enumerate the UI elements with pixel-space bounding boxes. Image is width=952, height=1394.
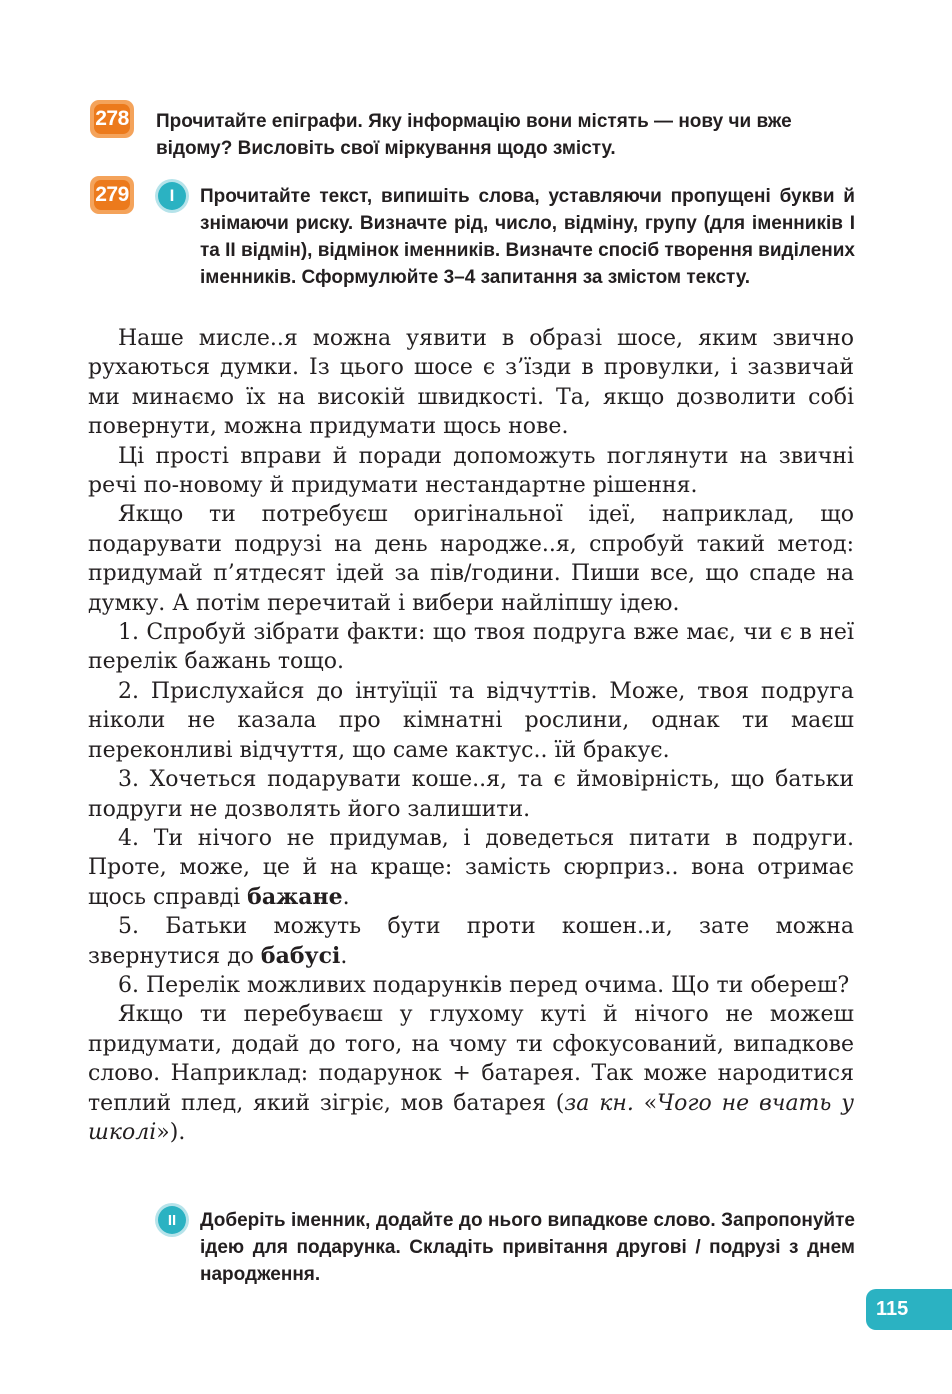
paragraph-text: .	[342, 884, 350, 910]
paragraph-text: .	[340, 943, 348, 969]
task-number: 279	[94, 180, 130, 210]
highlighted-noun-bazhane: бажане	[247, 883, 343, 910]
paragraph-text: Якщо ти перебуваєш у глухому куті й нічого не можеш придумати, додай до того, на чому ти сфокусований, випадкове слово. Наприклад: подарунок + батарея. Так може народитися теплий плед, який зігріє, мов батарея (	[88, 1002, 854, 1116]
task-number: 278	[94, 104, 130, 134]
paragraph: Якщо ти потребуєш оригінальної ідеї, наприклад, що подарувати подрузі на день народже..я, спробуй такий метод: придумай п’ятдесят ідей за пів/години. Пиши все, що спаде на думку. А потім перечитай і вибери найліпшу ідею.	[88, 502, 854, 616]
paragraph-text: »).	[156, 1119, 186, 1145]
task-279-part-ii-instruction: Доберіть іменник, додайте до нього випадкове слово. Запропонуйте ідею для подарунка. Складіть привітання другові / подрузі з днем народження.	[200, 1210, 855, 1285]
highlighted-noun-babusi: бабусі	[260, 942, 341, 969]
paragraph: Ці прості вправи й поради допоможуть поглянути на звичні речі по-новому й придумати нестандартне рішення.	[88, 443, 854, 499]
paragraph: 1. Спробуй зібрати факти: що твоя подруга вже має, чи є в неї перелік бажань тощо.	[88, 620, 854, 675]
source-title: Чого не вчать у школі	[88, 1090, 854, 1145]
page-number: 115	[866, 1289, 952, 1330]
paragraph	[88, 912, 854, 971]
paragraph: 2. Прислухайся до інтуїції та відчуттів. Може, твоя подруга ніколи не казала про кімнатні рослини, однак ти маєш переконливі відчуття, що саме кактус.. їй бракує.	[88, 678, 854, 763]
source-abbreviation: за кн.	[564, 1090, 634, 1116]
paragraph-text: 4. Ти нічого не придумав, і доведеться питати в подруги. Проте, може, це й на краще: замість сюрприз.. вона отримає щось справді	[88, 825, 854, 910]
part-ii-marker: II	[158, 1206, 186, 1234]
task-279-part-i-instruction: Прочитайте текст, випишіть слова, уставляючи пропущені букви й знімаючи риску. Визначте рід, число, відміну, групу (для іменників І та ІІ відмін), відмінок іменників. Визначте спосіб творення виділених іменників. Сформулюйте 3–4 запитання за змістом тексту.	[200, 186, 855, 288]
task-number-badge	[90, 100, 134, 138]
paragraph: Наше мисле..я можна уявити в образі шосе, яким звично рухаються думки. Із цього шосе є з’їзди в провулки, і зазвичай ми минаємо їх на високій швидкості. Та, якщо дозволити собі повернути, можна придумати щось нове.	[88, 326, 854, 440]
paragraph: 3. Хочеться подарувати коше..я, та є ймовірність, що батьки подруги не дозволять його залишити.	[88, 767, 854, 822]
reading-text	[88, 324, 854, 1147]
paragraph-text: «	[633, 1090, 658, 1116]
part-i-marker: I	[158, 182, 186, 210]
task-number-badge	[90, 176, 134, 214]
paragraph	[88, 1000, 854, 1147]
paragraph: 6. Перелік можливих подарунків перед очима. Що ти обереш?	[118, 972, 850, 998]
paragraph	[88, 824, 854, 912]
task-278-instruction: Прочитайте епіграфи. Яку інформацію вони містять — нову чи вже відому? Висловіть свої міркування щодо змісту.	[156, 111, 792, 159]
paragraph-text: 5. Батьки можуть бути проти кошен..и, зате можна звернутися до	[88, 914, 854, 969]
